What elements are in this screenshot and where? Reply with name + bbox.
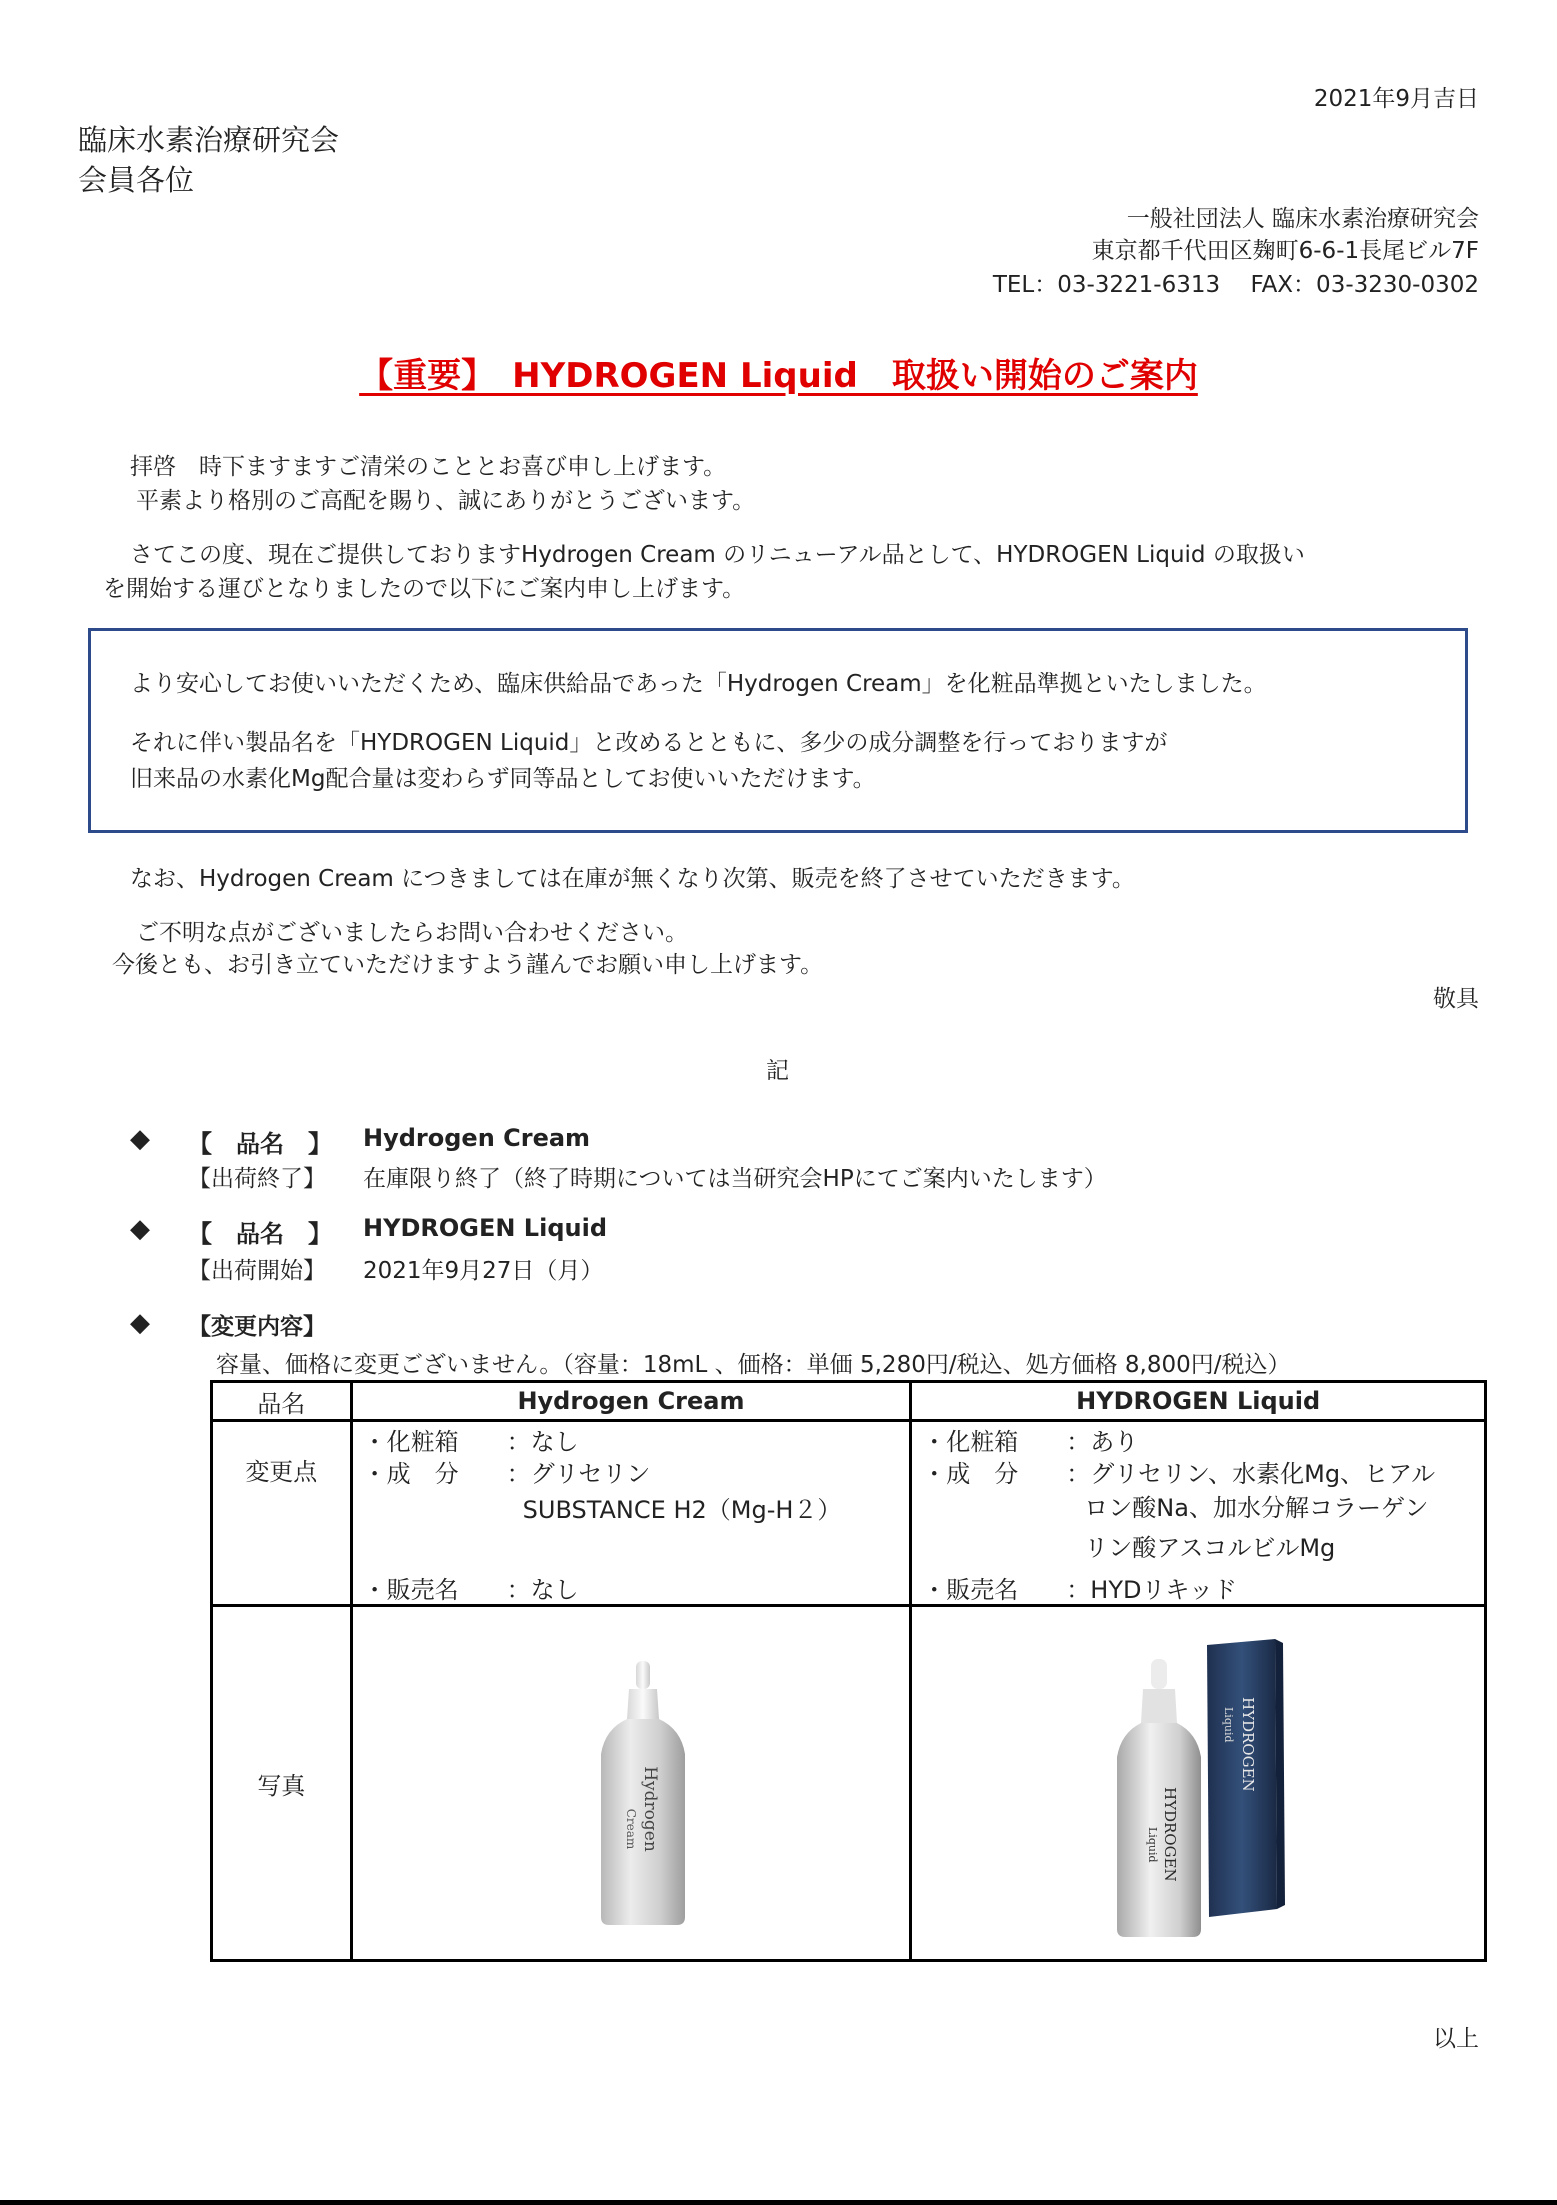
closing-keigu: 敬具 — [1433, 986, 1479, 1012]
cream-sales-name: ・販売名 ：なし — [362, 1576, 579, 1604]
sender-org: 一般社団法人 臨床水素治療研究会 — [1126, 206, 1479, 232]
intro-line1: さてこの度、現在ご提供しておりますHydrogen Cream のリニューアル品として、HYDROGEN Liquid の取扱い — [130, 542, 1305, 568]
table-row-changes — [212, 1421, 1486, 1606]
sender-address: 東京都千代田区麹町6-6-1長尾ビル7F — [1091, 238, 1479, 264]
liquid-sales-name: ・販売名 ：HYDリキッド — [922, 1576, 1238, 1604]
notice-line1: より安心してお使いいただくため、臨床供給品であった「Hydrogen Cream」を化粧品準拠といたしました。 — [130, 671, 1267, 697]
row-label-photo: 写真 — [212, 1606, 352, 1961]
diamond-bullet: ◆ — [130, 1308, 150, 1338]
item1-name-label: 【 品名 】 — [188, 1130, 332, 1158]
header-col-name: 品名 — [212, 1382, 352, 1421]
item1-name: Hydrogen Cream — [363, 1124, 591, 1152]
liquid-bottle-text-1: HYDROGEN — [1161, 1787, 1180, 1882]
cream-bottle-text-1: Hydrogen — [639, 1766, 660, 1852]
greeting-line2: 平素より格別のご高配を賜り、誠にありがとうございます。 — [136, 488, 756, 514]
notice-line2: それに伴い製品名を「HYDROGEN Liquid」と改めるとともに、多少の成分調整を行っておりますが — [130, 730, 1168, 756]
hydrogen-cream-bottle-image — [583, 1659, 703, 1929]
cream-changes-cell — [351, 1421, 911, 1606]
after-line2: ご不明な点がございましたらお問い合わせください。 — [136, 920, 688, 946]
liquid-bottle-text-2: Liquid — [1146, 1827, 1160, 1863]
recipient-line1: 臨床水素治療研究会 — [78, 123, 340, 157]
date: 2021年9月吉日 — [1313, 86, 1479, 112]
liquid-box-text-1: HYDROGEN — [1239, 1697, 1258, 1792]
intro-line2: を開始する運びとなりましたので以下にご案内申し上げます。 — [103, 576, 746, 602]
changes-label: 【変更内容】 — [188, 1314, 326, 1340]
changes-text: 容量、価格に変更ございません。（容量：18mL 、価格：単価 5,280円/税込、処方価格 8,800円/税込） — [216, 1352, 1291, 1378]
row-label-changes: 変更点 — [212, 1421, 352, 1606]
cream-bottle-text-2: Cream — [623, 1808, 638, 1850]
greeting-line1: 拝啓 時下ますますご清栄のこととお喜び申し上げます。 — [130, 454, 727, 480]
liquid-box: ・化粧箱 ：あり — [922, 1428, 1139, 1456]
cream-ingredients-2: SUBSTANCE H2（Mg-H２） — [522, 1496, 842, 1524]
diamond-bullet: ◆ — [130, 1124, 150, 1154]
table-header-row — [212, 1382, 1486, 1421]
liquid-ingredients-3: リン酸アスコルビルMg — [1084, 1534, 1336, 1562]
hydrogen-liquid-product-image — [1097, 1637, 1337, 1942]
item2-status-label: 【出荷開始】 — [188, 1258, 326, 1284]
notice-line3: 旧来品の水素化Mg配合量は変わらず同等品としてお使いいただけます。 — [130, 766, 876, 792]
header-col-liquid: HYDROGEN Liquid — [911, 1382, 1486, 1421]
liquid-box-text-2: Liquid — [1222, 1707, 1236, 1743]
sender-contact: TEL：03-3221-6313 FAX：03-3230-0302 — [992, 272, 1479, 298]
cream-ingredients-1: ・成 分 ：グリセリン — [362, 1460, 651, 1488]
liquid-photo-cell — [911, 1606, 1486, 1961]
end-label: 以上 — [1433, 2026, 1479, 2052]
cream-box: ・化粧箱 ：なし — [362, 1428, 579, 1456]
liquid-ingredients-1: ・成 分 ：グリセリン、水素化Mg、ヒアル — [922, 1460, 1436, 1488]
after-line1: なお、Hydrogen Cream につきましては在庫が無くなり次第、販売を終了させていただきます。 — [130, 866, 1135, 892]
item1-status: 在庫限り終了（終了時期については当研究会HPにてご案内いたします） — [363, 1166, 1107, 1192]
comparison-table — [210, 1380, 1487, 1962]
ki-label: 記 — [766, 1058, 789, 1084]
liquid-changes-cell — [911, 1421, 1486, 1606]
item2-name-label: 【 品名 】 — [188, 1220, 332, 1248]
item2-name: HYDROGEN Liquid — [363, 1214, 607, 1242]
recipient-line2: 会員各位 — [78, 163, 195, 197]
table-row-photo — [212, 1606, 1486, 1961]
liquid-ingredients-2: ロン酸Na、加水分解コラーゲン — [1084, 1494, 1429, 1522]
item1-status-label: 【出荷終了】 — [188, 1166, 326, 1192]
diamond-bullet: ◆ — [130, 1214, 150, 1244]
header-col-cream: Hydrogen Cream — [351, 1382, 911, 1421]
page-bottom-rule — [0, 2200, 1557, 2205]
after-line3: 今後とも、お引き立ていただけますよう謹んでお願い申し上げます。 — [112, 952, 824, 978]
page-title: 【重要】 HYDROGEN Liquid 取扱い開始のご案内 — [359, 356, 1198, 396]
cream-photo-cell — [351, 1606, 911, 1961]
item2-status: 2021年9月27日（月） — [363, 1258, 604, 1284]
